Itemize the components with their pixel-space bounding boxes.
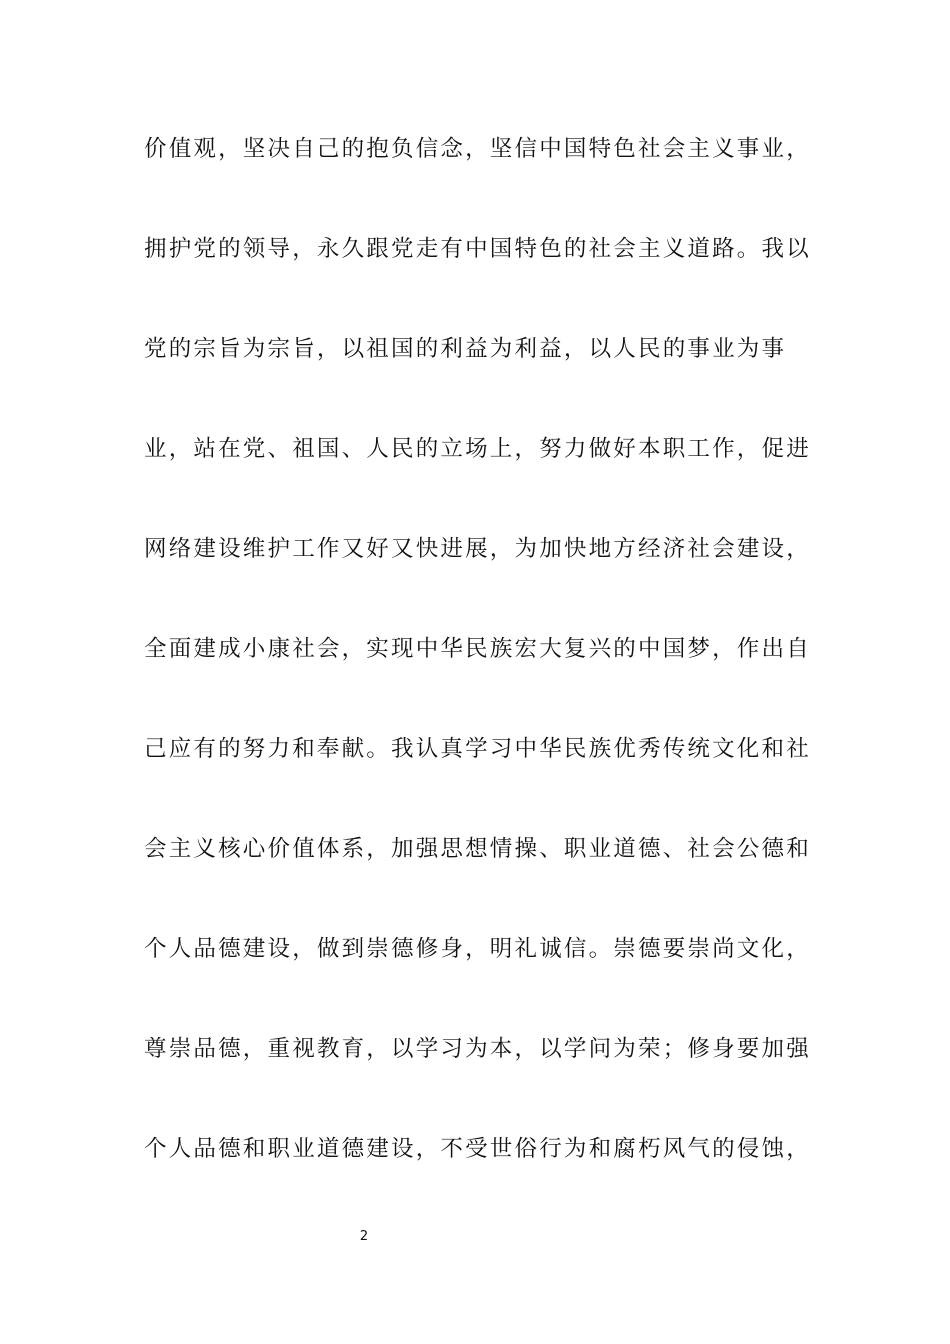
text-line: 个人品德建设，做到崇德修身，明礼诚信。崇德要崇尚文化， xyxy=(144,936,811,962)
text-line: 己应有的努力和奉献。我认真学习中华民族优秀传统文化和社 xyxy=(144,736,811,762)
text-line: 拥护党的领导，永久跟党走有中国特色的社会主义道路。我以 xyxy=(144,236,811,262)
text-line: 全面建成小康社会，实现中华民族宏大复兴的中国梦，作出自 xyxy=(144,636,811,662)
text-line: 个人品德和职业道德建设，不受世俗行为和腐朽风气的侵蚀， xyxy=(144,1136,811,1162)
text-line: 尊崇品德，重视教育，以学习为本，以学问为荣；修身要加强 xyxy=(144,1036,811,1062)
text-line: 党的宗旨为宗旨，以祖国的利益为利益，以人民的事业为事 xyxy=(144,336,787,362)
text-line: 网络建设维护工作又好又快进展，为加快地方经济社会建设， xyxy=(144,536,811,562)
page-number: 2 xyxy=(359,1229,369,1244)
text-line: 业，站在党、祖国、人民的立场上，努力做好本职工作，促进 xyxy=(144,436,811,462)
body-text xyxy=(144,124,811,1224)
text-line: 价值观，坚决自己的抱负信念，坚信中国特色社会主义事业， xyxy=(144,136,811,162)
text-line: 会主义核心价值体系，加强思想情操、职业道德、社会公德和 xyxy=(144,836,811,862)
